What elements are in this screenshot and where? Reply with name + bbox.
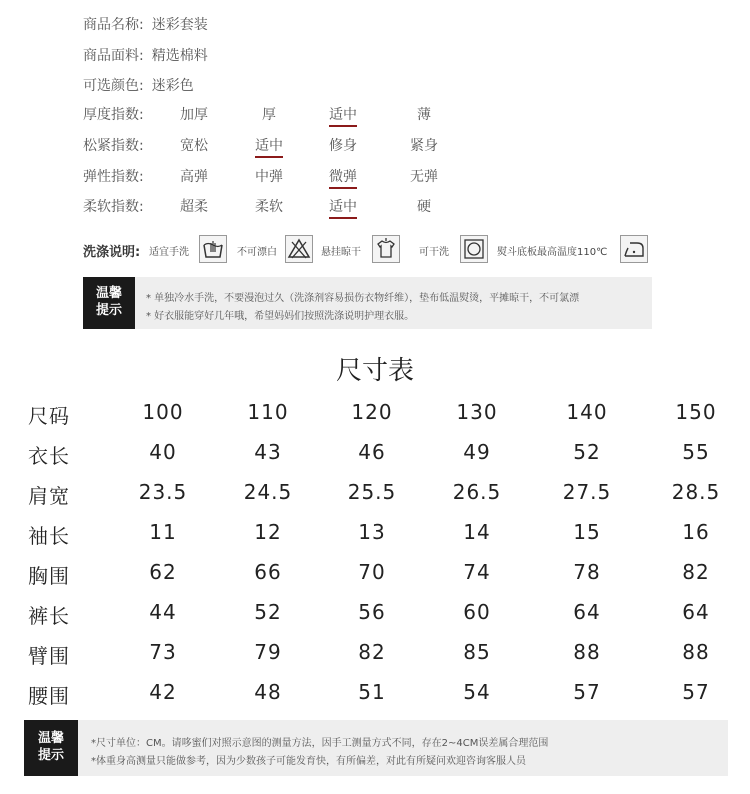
size-cell: 110 — [247, 400, 289, 424]
product-fabric-value: 精选棉料 — [151, 48, 208, 64]
index-option-selected: 适中 — [329, 104, 357, 127]
size-cell: 40 — [149, 440, 177, 464]
product-name-row — [83, 14, 208, 34]
index-option: 宽松 — [180, 138, 208, 154]
size-cell: 14 — [463, 520, 491, 544]
no-bleach-icon — [285, 235, 313, 263]
size-cell: 100 — [142, 400, 184, 424]
size-cell: 42 — [149, 680, 177, 704]
size-row-label: 尺码 — [28, 404, 70, 428]
product-color-label: 可选颜色: — [83, 78, 144, 94]
size-cell: 120 — [351, 400, 393, 424]
size-row-label: 腰围 — [28, 684, 70, 708]
size-row-label: 裤长 — [28, 604, 70, 628]
size-cell: 82 — [358, 640, 386, 664]
size-cell: 78 — [573, 560, 601, 584]
size-cell: 56 — [358, 600, 386, 624]
size-cell: 54 — [463, 680, 491, 704]
tips-badge-line1: 温馨 — [95, 286, 122, 301]
size-cell: 43 — [254, 440, 282, 464]
size-cell: 66 — [254, 560, 282, 584]
size-cell: 85 — [463, 640, 491, 664]
size-cell: 88 — [682, 640, 710, 664]
tips-badge — [83, 277, 135, 329]
size-cell: 79 — [254, 640, 282, 664]
size-cell: 88 — [573, 640, 601, 664]
hang-dry-icon — [372, 235, 400, 263]
size-cell: 70 — [358, 560, 386, 584]
size-cell: 64 — [573, 600, 601, 624]
wash-item-label: 熨斗底板最高温度110℃ — [497, 247, 608, 258]
size-cell: 55 — [682, 440, 710, 464]
index-option: 加厚 — [180, 107, 208, 123]
product-fabric-row — [83, 45, 208, 65]
index-label: 松紧指数: — [83, 138, 144, 154]
size-row-label: 衣长 — [28, 444, 70, 468]
tip-text: * 好衣服能穿好几年哦，希望妈妈们按照洗涤说明护理衣服。 — [146, 311, 415, 322]
size-cell: 27.5 — [562, 480, 612, 504]
wash-item-label: 适宜手洗 — [149, 247, 189, 258]
product-fabric-label: 商品面料: — [83, 48, 144, 64]
dry-clean-icon — [460, 235, 488, 263]
index-option: 厚 — [262, 107, 276, 123]
hand-wash-icon — [199, 235, 227, 263]
size-row — [0, 680, 750, 720]
size-cell: 52 — [254, 600, 282, 624]
size-row-label: 臂围 — [28, 644, 70, 668]
size-cell: 73 — [149, 640, 177, 664]
tips-badge — [24, 720, 78, 776]
size-row-label: 胸围 — [28, 564, 70, 588]
size-cell: 44 — [149, 600, 177, 624]
size-row — [0, 480, 750, 520]
size-cell: 64 — [682, 600, 710, 624]
index-option: 高弹 — [180, 169, 208, 185]
tip-text: *体重身高测量只能做参考，因为少数孩子可能发育快，有所偏差，对此有所疑问欢迎咨询客服人员 — [91, 756, 526, 767]
product-name-label: 商品名称: — [83, 17, 144, 33]
index-option-selected: 适中 — [329, 196, 357, 219]
size-row — [0, 520, 750, 560]
size-cell: 150 — [675, 400, 717, 424]
index-option: 薄 — [417, 107, 431, 123]
index-option: 无弹 — [410, 169, 438, 185]
size-cell: 49 — [463, 440, 491, 464]
size-cell: 26.5 — [452, 480, 502, 504]
size-cell: 74 — [463, 560, 491, 584]
index-option: 柔软 — [255, 199, 283, 215]
size-cell: 57 — [682, 680, 710, 704]
size-row — [0, 640, 750, 680]
index-option: 硬 — [417, 199, 431, 215]
size-cell: 11 — [149, 520, 177, 544]
size-cell: 62 — [149, 560, 177, 584]
size-cell: 23.5 — [138, 480, 188, 504]
index-label: 弹性指数: — [83, 169, 144, 185]
size-cell: 24.5 — [243, 480, 293, 504]
size-row — [0, 560, 750, 600]
wash-instructions — [83, 232, 653, 266]
size-cell: 28.5 — [671, 480, 721, 504]
thickness-index-row — [83, 104, 683, 126]
tips-badge-line2: 提示 — [95, 303, 122, 318]
size-cell: 52 — [573, 440, 601, 464]
wash-item-label: 悬挂晾干 — [321, 247, 361, 258]
fit-index-row — [83, 135, 683, 157]
size-cell: 57 — [573, 680, 601, 704]
index-option: 中弹 — [255, 169, 283, 185]
size-cell: 60 — [463, 600, 491, 624]
size-cell: 12 — [254, 520, 282, 544]
tips-badge-line2: 提示 — [37, 748, 64, 763]
softness-index-row — [83, 196, 683, 218]
tip-text: * 单独冷水手洗，不要漫泡过久（洗涤剂容易损伤衣物纤维），垫布低温熨烫，平摊晾干，不可氯漂 — [146, 293, 580, 304]
index-label: 厚度指数: — [83, 107, 144, 123]
wash-title: 洗涤说明: — [83, 245, 141, 260]
product-name-value: 迷彩套装 — [151, 17, 208, 33]
product-color-row — [83, 75, 194, 95]
size-row-label: 肩宽 — [28, 484, 70, 508]
iron-icon — [620, 235, 648, 263]
size-cell: 13 — [358, 520, 386, 544]
index-option-selected: 微弹 — [329, 166, 357, 189]
index-label: 柔软指数: — [83, 199, 144, 215]
size-row — [0, 400, 750, 440]
size-chart-title: 尺寸表 — [335, 356, 414, 386]
size-cell: 130 — [456, 400, 498, 424]
index-option: 紧身 — [410, 138, 438, 154]
elasticity-index-row — [83, 166, 683, 188]
tip-text: *尺寸单位：CM。请哆蜜们对照示意图的测量方法，因手工测量方式不同，存在2~4CM误差属合理范围 — [91, 738, 549, 749]
size-cell: 15 — [573, 520, 601, 544]
size-row — [0, 440, 750, 480]
size-row-label: 袖长 — [28, 524, 70, 548]
tips-badge-line1: 温馨 — [37, 731, 64, 746]
size-cell: 48 — [254, 680, 282, 704]
index-option: 超柔 — [180, 199, 208, 215]
product-color-value: 迷彩色 — [151, 78, 194, 94]
size-cell: 46 — [358, 440, 386, 464]
size-cell: 51 — [358, 680, 386, 704]
size-cell: 16 — [682, 520, 710, 544]
index-option: 修身 — [329, 138, 357, 154]
wash-item-label: 不可漂白 — [237, 247, 277, 258]
size-row — [0, 600, 750, 640]
size-cell: 25.5 — [347, 480, 397, 504]
index-option-selected: 适中 — [255, 135, 283, 158]
wash-item-label: 可干洗 — [419, 247, 449, 258]
size-cell: 140 — [566, 400, 608, 424]
size-cell: 82 — [682, 560, 710, 584]
